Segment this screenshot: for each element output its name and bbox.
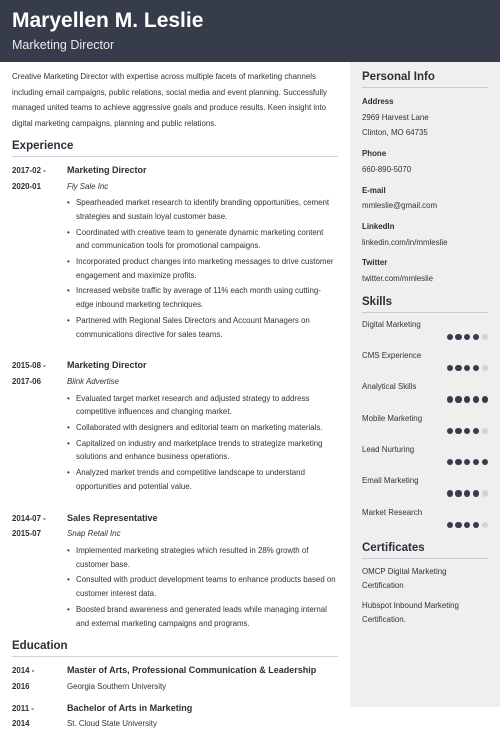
- rating-dot-filled: [464, 490, 470, 496]
- rating-dot-filled: [447, 334, 453, 340]
- education-school: Georgia Southern University: [67, 681, 167, 691]
- job-details: [67, 511, 338, 631]
- job-bullet: • Implemented marketing strategies which resulted in 28% growth of customer base.: [67, 544, 338, 571]
- job-bullet: • Partnered with Regional Sales Directors and Account Managers on communications directive for sales teams.: [67, 314, 338, 341]
- email-link[interactable]: mmleslie@gmail.com: [362, 201, 438, 211]
- rating-dot-filled: [447, 396, 453, 402]
- profile-summary: Creative Marketing Director with expertise across multiple facets of marketing channels including email campaigns, public relations, social media and event planning. Successfully managed united teams to achieve aggressive goals and produce results. Keen insight into digital marketing campaigns, planning and public relations.: [12, 72, 327, 129]
- job-date-start: 2017-02 -: [12, 165, 46, 175]
- education-degree: Bachelor of Arts in Marketing: [67, 702, 193, 713]
- education-dates: [12, 663, 67, 694]
- twitter-link[interactable]: twitter.com/mmleslie: [362, 274, 434, 284]
- skill-name: CMS Experience: [362, 351, 422, 361]
- rating-dot-filled: [464, 459, 470, 465]
- rating-dot-filled: [473, 459, 479, 465]
- skill-rating: [447, 428, 488, 434]
- skill-item: [362, 319, 488, 350]
- education-section: [12, 640, 338, 732]
- rating-dot-filled: [455, 459, 461, 465]
- job-bullets: [67, 392, 338, 494]
- skill-item: [362, 381, 488, 412]
- rating-dot-filled: [464, 522, 470, 528]
- rating-dot-filled: [473, 396, 479, 402]
- job-bullet: • Capitalized on industry and marketplace trends to strategize marketing solutions and enhance business operations.: [67, 437, 338, 464]
- rating-dot-filled: [455, 365, 461, 371]
- education-entry: [12, 701, 338, 732]
- job-bullets: [67, 196, 338, 341]
- candidate-role: Marketing Director: [12, 38, 115, 52]
- job-company: Snap Retail Inc: [67, 529, 121, 539]
- rating-dot-empty: [482, 428, 488, 434]
- certificate-item: Hubspot Inbound Marketing Certification.: [362, 600, 459, 625]
- address-group: [362, 94, 488, 141]
- job-date-start: 2015-08 -: [12, 361, 46, 371]
- skill-item: [362, 350, 488, 381]
- job-details: [67, 163, 338, 341]
- phone-group: [362, 146, 488, 177]
- skill-item: [362, 444, 488, 475]
- job-title: Marketing Director: [67, 360, 147, 371]
- rating-dot-filled: [447, 365, 453, 371]
- job-bullet: • Incorporated product changes into marketing messages to drive customer engagement and maximize profits.: [67, 255, 338, 282]
- rating-dot-filled: [455, 428, 461, 434]
- main-column: [12, 69, 338, 738]
- skill-rating: [447, 490, 488, 496]
- email-group: [362, 183, 488, 214]
- rating-dot-filled: [464, 365, 470, 371]
- skill-item: [362, 475, 488, 506]
- education-date-end: 2014: [12, 719, 30, 729]
- skill-name: Market Research: [362, 507, 423, 517]
- job-bullet: • Spearheaded market research to identify branding opportunities, cement strategies and sustain loyal customer base.: [67, 196, 338, 223]
- rating-dot-filled: [464, 428, 470, 434]
- twitter-group: [362, 255, 488, 286]
- skill-rating: [447, 365, 488, 371]
- job-bullet: • Consulted with product development teams to enhance products based on customer interest data.: [67, 573, 338, 600]
- address-line2: Clinton, MO 64735: [362, 128, 428, 138]
- twitter-label: Twitter: [362, 258, 388, 268]
- job-dates: [12, 511, 67, 631]
- job-company: Blink Advertise: [67, 376, 119, 386]
- skills-section: [362, 296, 488, 538]
- education-school: St. Cloud State University: [67, 719, 157, 729]
- job-company: Fly Sale Inc: [67, 181, 109, 191]
- experience-heading: Experience: [12, 140, 338, 157]
- skills-list: [362, 319, 488, 538]
- skill-rating: [447, 459, 488, 465]
- job-bullet: • Evaluated target market research and adjusted strategy to address competitive influences and changing market.: [67, 392, 338, 419]
- education-date-end: 2016: [12, 681, 30, 691]
- job-title: Marketing Director: [67, 164, 147, 175]
- skill-name: Mobile Marketing: [362, 413, 423, 423]
- linkedin-link[interactable]: linkedin.com/in/mmleslie: [362, 237, 448, 247]
- job-bullets: [67, 544, 338, 630]
- job-date-end: 2015-07: [12, 529, 41, 539]
- personal-info-section: [362, 71, 488, 287]
- job-dates: [12, 163, 67, 341]
- skills-heading: Skills: [362, 296, 488, 313]
- education-details: [67, 701, 192, 732]
- education-details: [67, 663, 316, 694]
- phone-value: 660-890-5070: [362, 164, 412, 174]
- email-label: E-mail: [362, 185, 386, 195]
- phone-label: Phone: [362, 149, 387, 159]
- job-entry: [12, 511, 338, 631]
- job-bullet: • Boosted brand awareness and generated leads while managing internal and external marketing campaigns and programs.: [67, 603, 338, 630]
- job-entry: [12, 163, 338, 341]
- rating-dot-filled: [482, 396, 488, 402]
- job-details: [67, 358, 338, 493]
- skill-name: Digital Marketing: [362, 319, 421, 329]
- rating-dot-empty: [482, 365, 488, 371]
- candidate-name: Maryellen M. Leslie: [12, 9, 204, 32]
- rating-dot-filled: [482, 459, 488, 465]
- personal-info-heading: Personal Info: [362, 71, 488, 88]
- certificates-heading: Certificates: [362, 542, 488, 559]
- skill-name: Analytical Skills: [362, 382, 417, 392]
- skill-rating: [447, 334, 488, 340]
- job-dates: [12, 358, 67, 493]
- skill-item: [362, 413, 488, 444]
- job-title: Sales Representative: [67, 512, 158, 523]
- skill-name: Lead Nurturing: [362, 444, 415, 454]
- rating-dot-filled: [464, 334, 470, 340]
- job-bullet: • Analyzed market trends and competitive landscape to understand opportunities and potential value.: [67, 466, 338, 493]
- skill-item: [362, 507, 488, 538]
- job-date-end: 2017-06: [12, 376, 41, 386]
- address-label: Address: [362, 97, 394, 106]
- education-date-start: 2011 -: [12, 703, 34, 713]
- address-line1: 2969 Harvest Lane: [362, 112, 429, 122]
- rating-dot-filled: [473, 365, 479, 371]
- rating-dot-empty: [482, 522, 488, 528]
- rating-dot-filled: [473, 428, 479, 434]
- education-dates: [12, 701, 67, 732]
- skill-name: Email Marketing: [362, 476, 419, 486]
- rating-dot-filled: [473, 490, 479, 496]
- education-degree: Master of Arts, Professional Communication & Leadership: [67, 665, 317, 676]
- resume-header: [0, 0, 500, 62]
- linkedin-label: LinkedIn: [362, 221, 395, 231]
- job-entry: [12, 358, 338, 493]
- rating-dot-filled: [455, 396, 461, 402]
- rating-dot-empty: [482, 490, 488, 496]
- certificate-item: OMCP Digital Marketing Certification: [362, 566, 447, 591]
- job-bullet: • Increased website traffic by average of 11% each month using cutting-edge inbound marketing techniques.: [67, 284, 338, 311]
- rating-dot-filled: [473, 522, 479, 528]
- job-bullet: • Coordinated with creative team to generate dynamic marketing content and communication tools for promotional campaigns.: [67, 226, 338, 253]
- rating-dot-filled: [455, 490, 461, 496]
- job-date-start: 2014-07 -: [12, 513, 46, 523]
- skill-rating: [447, 396, 488, 402]
- skill-rating: [447, 522, 488, 528]
- job-bullet: • Collaborated with designers and editorial team on marketing materials.: [67, 421, 338, 435]
- rating-dot-filled: [447, 522, 453, 528]
- job-date-end: 2020-01: [12, 181, 41, 191]
- rating-dot-filled: [455, 334, 461, 340]
- rating-dot-filled: [473, 334, 479, 340]
- linkedin-group: [362, 219, 488, 250]
- education-entry: [12, 663, 338, 694]
- rating-dot-filled: [447, 459, 453, 465]
- education-heading: Education: [12, 640, 338, 657]
- rating-dot-empty: [482, 334, 488, 340]
- sidebar: [350, 62, 500, 707]
- experience-section: [12, 140, 338, 630]
- education-date-start: 2014 -: [12, 666, 35, 676]
- rating-dot-filled: [447, 428, 453, 434]
- certificates-section: [362, 542, 488, 628]
- rating-dot-filled: [447, 490, 453, 496]
- rating-dot-filled: [464, 396, 470, 402]
- rating-dot-filled: [455, 522, 461, 528]
